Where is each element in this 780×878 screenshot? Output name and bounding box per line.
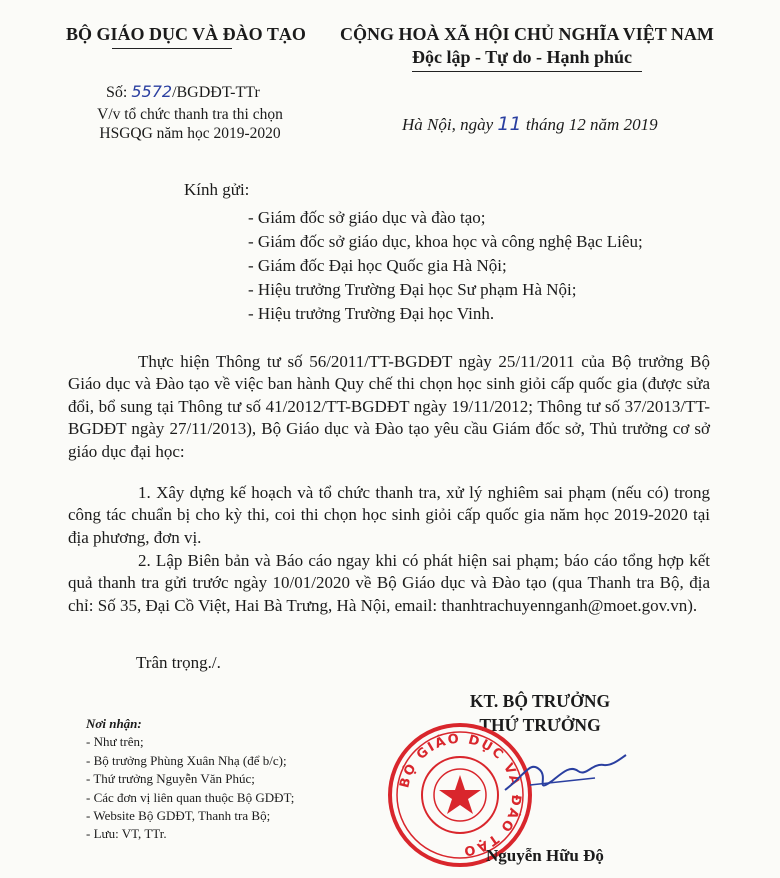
signature-title-1: KT. BỘ TRƯỞNG [469,691,611,711]
greeting: Kính gửi: [184,180,250,199]
motto-underline [412,71,642,72]
noi-nhan-item: - Các đơn vị liên quan thuộc Bộ GDĐT; [86,789,295,805]
subject-line-2: HSGQG năm học 2019-2020 [99,125,281,142]
document-subject [95,105,285,143]
noi-nhan-block [86,715,294,844]
handwritten-signature-icon [500,745,630,805]
national-motto: Độc lập - Tự do - Hạnh phúc [412,47,633,67]
closing-phrase: Trân trọng./. [136,653,221,672]
recipient-item: - Hiệu trưởng Trường Đại học Vinh. [248,304,495,323]
recipient-list [248,206,643,326]
document-number [106,82,260,102]
noi-nhan-item: - Thứ trưởng Nguyễn Văn Phúc; [86,771,255,787]
body-paragraph-2: 1. Xây dựng kế hoạch và tổ chức thanh tra, xử lý nghiêm sai phạm (nếu có) trong công tác chuẩn bị cho kỳ thi, coi thi chọn học sinh giỏi cấp quốc gia năm học 2019-2020 tại địa phương, đơn vị. [68,483,710,547]
noi-nhan-item: - Như trên; [86,734,144,750]
place-suffix: tháng 12 năm 2019 [521,115,658,134]
noi-nhan-item: - Website Bộ GDĐT, Thanh tra Bộ; [86,808,271,824]
subject-line-1: V/v tổ chức thanh tra thi chọn [97,106,283,123]
signature-title-2: THỨ TRƯỞNG [479,715,601,735]
recipient-item: - Giám đốc sở giáo dục, khoa học và công nghệ Bạc Liêu; [248,232,643,251]
doc-number-suffix: /BGDĐT-TTr [172,84,260,101]
country-name: CỘNG HOÀ XÃ HỘI CHỦ NGHĨA VIỆT NAM [340,24,714,44]
day-handwritten: 11 [497,113,522,135]
doc-number-prefix: Số: [106,84,132,101]
noi-nhan-item: - Lưu: VT, TTr. [86,826,167,842]
noi-nhan-item: - Bộ trưởng Phùng Xuân Nhạ (để b/c); [86,752,287,768]
ministry-name: BỘ GIÁO DỤC VÀ ĐÀO TẠO [66,24,306,44]
body-paragraph-3: 2. Lập Biên bản và Báo cáo ngay khi có phát hiện sai phạm; báo cáo tổng hợp kết quả thanh tra gửi trước ngày 10/01/2020 về Bộ Giáo dục và Đào tạo (qua Thanh tra Bộ, địa chỉ: Số 35, Đại Cồ Việt, Hai Bà Trưng, Hà Nội, email: thanhtrachuyennganh@moet.gov.vn). [68,551,710,615]
ministry-underline [112,48,232,49]
place-prefix: Hà Nội, ngày [402,115,498,134]
place-date [402,113,658,135]
recipient-item: - Hiệu trưởng Trường Đại học Sư phạm Hà Nội; [248,280,577,299]
doc-number-handwritten: 5572 [131,82,173,101]
recipient-item: - Giám đốc Đại học Quốc gia Hà Nội; [248,256,507,275]
signer-name: Nguyễn Hữu Độ [486,846,604,865]
body-paragraph-1: Thực hiện Thông tư số 56/2011/TT-BGDĐT ngày 25/11/2011 của Bộ trưởng Bộ Giáo dục và Đào tạo về việc ban hành Quy chế thi chọn học sinh giỏi cấp quốc gia (được sửa đổi, bổ sung tại Thông tư số 41/2012/TT-BGDĐT ngày 19/11/2012; Thông tư số 37/2013/TT-BGDĐT ngày 27/11/2013), Bộ Giáo dục và Đào tạo yêu cầu Giám đốc sở, Thủ trưởng cơ sở giáo dục đại học: [68,352,710,461]
noi-nhan-heading: Nơi nhận: [86,716,142,731]
svg-text:BỘ GIÁO DỤC VÀ ĐÀO TẠO: BỘ GIÁO DỤC VÀ ĐÀO TẠO [397,731,524,859]
recipient-item: - Giám đốc sở giáo dục và đào tạo; [248,208,486,227]
